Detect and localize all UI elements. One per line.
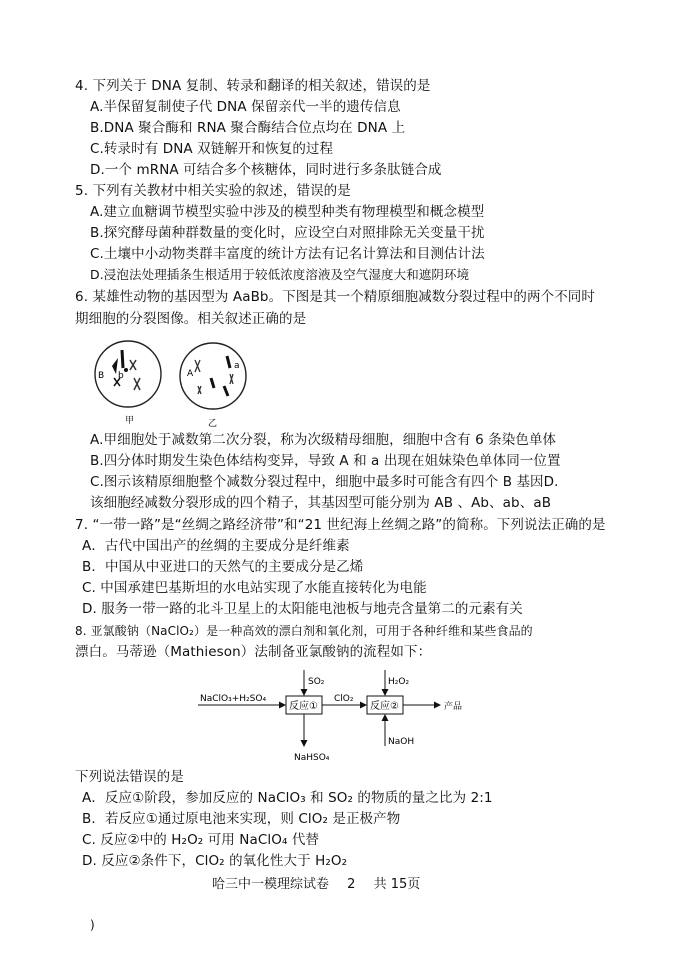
flow-so2-label: SO₂ [308,677,325,687]
q5-option-c: C.土壤中小动物类群丰富度的统计方法有记名计算法和目测估计法 [90,246,485,262]
q8-option-c: C. 反应②中的 H₂O₂ 可用 NaClO₄ 代替 [82,832,320,848]
flow-nahso4-label: NaHSO₄ [294,753,330,763]
reaction2-label: 反应② [370,701,399,712]
q7-option-b: B．中国从中亚进口的天然气的主要成分是乙烯 [82,559,364,575]
q5-option-b: B.探究酵母菌种群数量的变化时，应设空白对照排除无关变量干扰 [90,225,485,241]
q4-option-d: D.一个 mRNA 可结合多个核糖体，同时进行多条肽链合成 [90,162,442,178]
q7-option-c: C. 中国承建巴基斯坦的水电站实现了水能直接转化为电能 [82,580,427,596]
reaction1-label: 反应① [289,701,318,712]
q4-option-b: B.DNA 聚合酶和 RNA 聚合酶结合位点均在 DNA 上 [90,120,406,136]
q7-stem: 7. “一带一路”是“丝绸之路经济带”和“21 世纪海上丝绸之路”的简称。下列说法正确的是 [75,517,606,533]
page-footer [212,873,434,892]
q6-option-a: A.甲细胞处于减数第二次分裂，称为次级精母细胞，细胞中含有 6 条染色单体 [90,432,557,448]
q6-stem-line2: 期细胞的分裂图像。相关叙述正确的是 [75,311,307,327]
gene-label-a1: A [187,369,194,379]
flow-input-label: NaClO₃+H₂SO₄ [200,694,267,704]
flow-h2o2-label: H₂O₂ [388,677,410,687]
q6-stem-line1: 6. 某雄性动物的基因型为 AaBb。下图是其一个精原细胞减数分裂过程中的两个不同时 [75,289,596,305]
q6-option-c: C.图示该精原细胞整个减数分裂过程中，细胞中最多时可能含有四个 B 基因D. [90,474,559,490]
footer-page-number: 2 [347,877,356,892]
q5-stem: 5. 下列有关教材中相关实验的叙述，错误的是 [75,183,351,199]
q4-stem: 4. 下列关于 DNA 复制、转录和翻译的相关叙述，错误的是 [75,78,431,94]
cell-yi [180,343,246,409]
footer-title: 哈三中一模理综试卷 [212,877,330,892]
q6-option-b: B.四分体时期发生染色体结构变异，导致 A 和 a 出现在姐妹染色单体同一位置 [90,453,561,469]
q8-option-b: B．若反应①通过原电池来实现，则 ClO₂ 是正极产物 [82,811,401,827]
q8-option-a: A．反应①阶段，参加反应的 NaClO₃ 和 SO₂ 的物质的量之比为 2:1 [82,790,493,806]
footer-total-pages: 共 15页 [373,877,421,892]
cell-division-figure [90,336,265,428]
cell-label-yi: 乙 [208,419,218,428]
q7-option-a: A．古代中国出产的丝绸的主要成分是纤维素 [82,538,350,554]
flow-naoh-label: NaOH [388,737,415,747]
q7-option-d: D. 服务一带一路的北斗卫星上的太阳能电池板与地壳含量第二的元素有关 [82,601,523,617]
q4-option-c: C.转录时有 DNA 双链解开和恢复的过程 [90,141,334,157]
cell-jia [95,341,161,407]
q8-question: 下列说法错误的是 [75,769,184,785]
q8-stem-line2: 漂白。马蒂逊（Mathieson）法制备亚氯酸钠的流程如下： [75,644,432,660]
q4-option-a: A.半保留复制使子代 DNA 保留亲代一半的遗传信息 [90,99,401,115]
gene-label-a2: a [234,361,240,371]
q6-option-d: 该细胞经减数分裂形成的四个精子，其基因型可能分别为 AB 、Ab、ab、aB [90,495,552,511]
q5-option-d: D.浸泡法处理插条生根适用于较低浓度溶液及空气湿度大和遮阴环境 [90,267,470,282]
flow-clo2-label: ClO₂ [334,694,354,704]
gene-label-b-lower: b [118,371,124,381]
flow-product-label: 产品 [444,702,463,712]
cell-label-jia: 甲 [125,416,135,426]
corner-mark: ) [90,918,95,932]
q8-stem-line1: 8. 亚氯酸钠（NaClO₂）是一种高效的漂白剂和氧化剂，可用于各种纤维和某些食品的 [75,624,533,638]
gene-label-b-upper: B [98,371,105,381]
q5-option-a: A.建立血糖调节模型实验中涉及的模型种类有物理模型和概念模型 [90,204,485,220]
q8-option-d: D. 反应②条件下，ClO₂ 的氧化性大于 H₂O₂ [82,853,348,869]
naclo2-flow-diagram [198,668,508,768]
